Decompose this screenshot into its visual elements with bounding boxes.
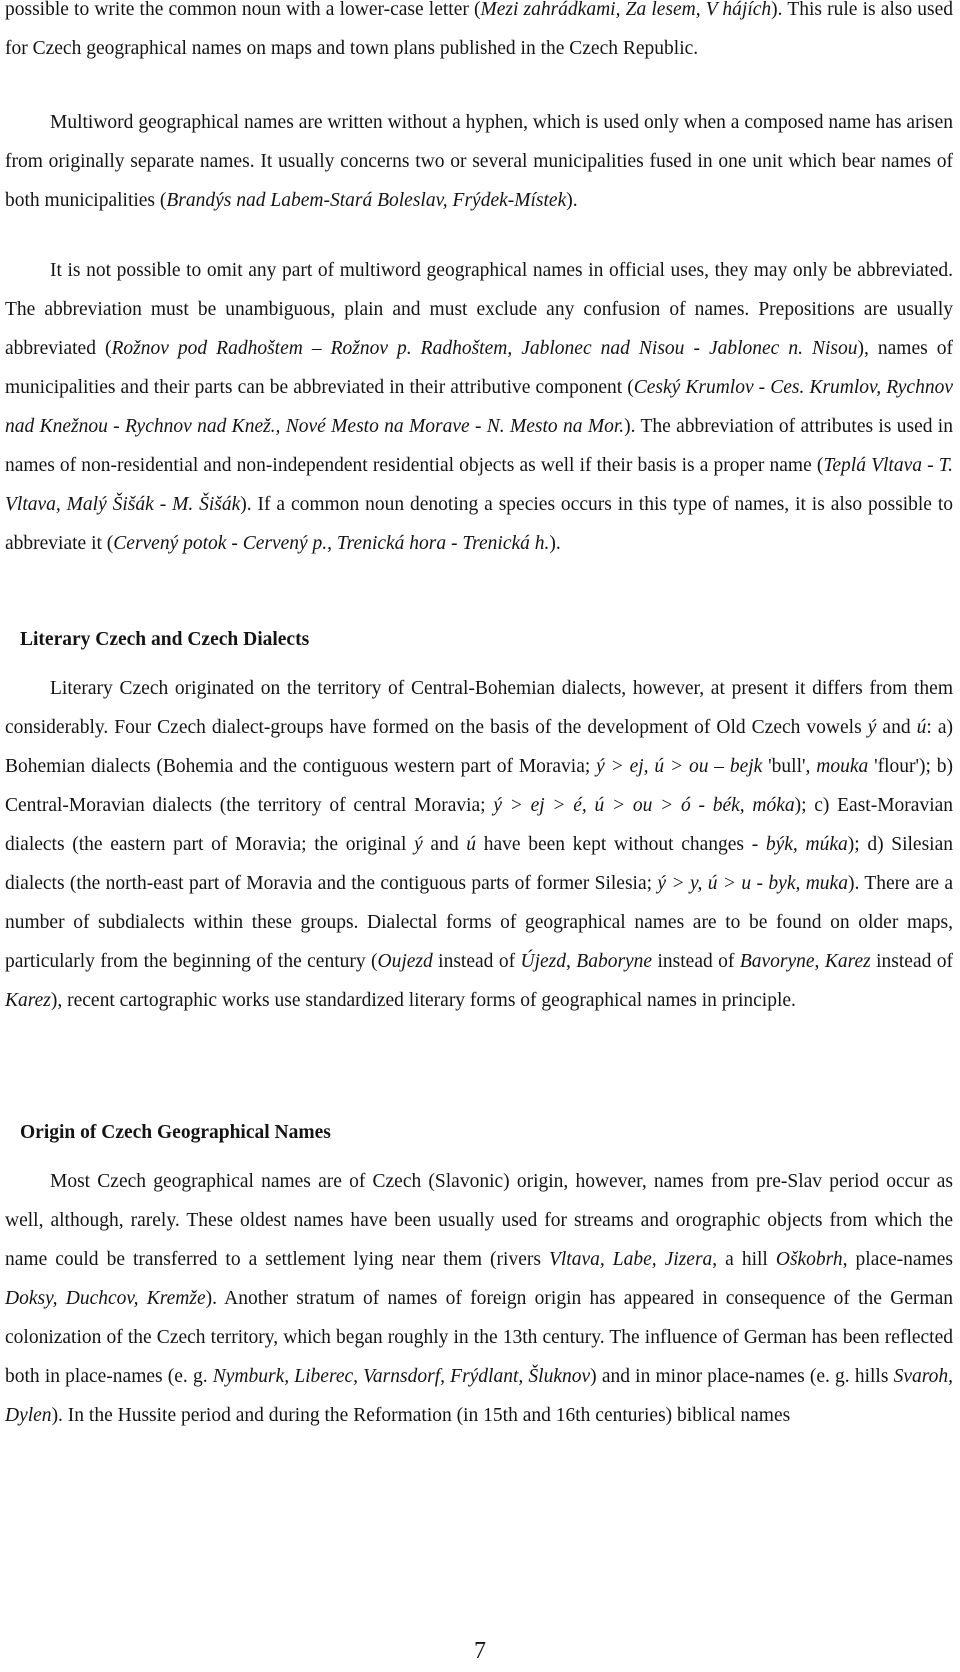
text-run: ). This rule is also used for Czech geographical names on maps and town plans published in the Czech Republic. (5, 0, 953, 59)
text-run: , (814, 951, 825, 972)
text-run: ) and in minor place-names (e. g. hills (590, 1366, 894, 1387)
italic-term: Doksy, Duchcov, Kremže (5, 1288, 206, 1309)
italic-term: Újezd (520, 951, 566, 972)
paragraph-text (5, 251, 953, 563)
section-heading-origin: Origin of Czech Geographical Names (20, 1122, 331, 1143)
text-run: ). (549, 533, 561, 554)
italic-term: Karez (824, 951, 871, 972)
text-run: , place-names (842, 1249, 953, 1270)
text-run: instead of (652, 951, 740, 972)
italic-term: Ceský Krumlov - Ces. Krumlov, Rychnov nad Knežnou - Rychnov nad Knež., Nové Mesto na Morave - N. Mesto na Mor. (5, 377, 953, 437)
text-run: ). (566, 190, 578, 211)
text-run: Most Czech geographical names are of Czech (Slavonic) origin, however, names from pre-Slav period occur as well, although, rarely. These oldest names have been usually used for streams and orographic objects from which the name could be transferred to a settlement lying near them (rivers (5, 1171, 953, 1270)
italic-term: Vltava, Labe, Jizera (548, 1249, 713, 1270)
text-run: and (876, 717, 917, 738)
italic-term: Nymburk, Liberec, Varnsdorf, Frýdlant, Šluknov (212, 1366, 591, 1387)
text-run: instead of (870, 951, 954, 972)
text-run: ). Another stratum of names of foreign origin has appeared in consequence of the German colonization of the Czech territory, which began roughly in the 13th century. The influence of German has been reflected both in place-names (e. g. (5, 1288, 953, 1387)
paragraph-multiword-names (5, 103, 953, 220)
paragraph-text (5, 1162, 953, 1435)
italic-term: Oujezd (377, 951, 433, 972)
italic-term: Karez (5, 990, 51, 1011)
text-run: It is not possible to omit any part of multiword geographical names in official uses, they may only be abbreviated. The abbreviation must be unambiguous, plain and must exclude any confusion of names. Prepositions are usually abbreviated ( (5, 260, 953, 359)
italic-term: Bavoryne (739, 951, 815, 972)
text-run: Multiword geographical names are written without a hyphen, which is used only when a composed name has arisen from originally separate names. It usually concerns two or several municipalities fused in one unit which bear names of both municipalities ( (5, 112, 953, 211)
text-run: have been kept without changes - (476, 834, 766, 855)
italic-term: Svaroh, Dylen (5, 1366, 953, 1426)
italic-term: ý (867, 717, 877, 738)
italic-term: Baboryne (576, 951, 653, 972)
text-run: ). If a common noun denoting a species occurs in this type of names, it is also possible to abbreviate it ( (5, 494, 953, 554)
text-run: ). In the Hussite period and during the Reformation (in 15th and 16th centuries) biblical names (51, 1405, 791, 1426)
italic-term: Mezi zahrádkami, Za lesem, V hájích (480, 0, 772, 20)
text-run: : a) Bohemian dialects (Bohemia and the contiguous western part of Moravia; (5, 717, 953, 777)
italic-term: mouka (816, 756, 869, 777)
text-run: 'flour'); b) Central-Moravian dialects (the territory of central Moravia; (5, 756, 953, 816)
text-run: ), names of municipalities and their parts can be abbreviated in their attributive component ( (5, 338, 953, 398)
text-run: ); d) Silesian dialects (the north-east part of Moravia and the contiguous parts of former Silesia; (5, 834, 954, 894)
section-heading-literary-czech: Literary Czech and Czech Dialects (20, 629, 310, 650)
italic-term: ú (466, 834, 477, 855)
paragraph-dialects (5, 669, 953, 1020)
italic-term: Cervený potok - Cervený p., Trenická hora - Trenická h. (113, 533, 550, 554)
italic-term: Teplá Vltava - T. Vltava, Malý Šišák - M. Šišák (5, 455, 953, 515)
paragraph-text (5, 669, 953, 1020)
italic-term: ú (916, 717, 927, 738)
text-run: possible to write the common noun with a lower-case letter ( (5, 0, 481, 20)
italic-term: Rožnov pod Radhoštem – Rožnov p. Radhoštem, Jablonec nad Nisou - Jablonec n. Nisou (111, 338, 858, 359)
italic-term: ý > y, ú > u - byk, muka (657, 873, 848, 894)
italic-term: ý > ej > é, ú > ou > ó - bék, móka (493, 795, 795, 816)
italic-term: Oškobrh (775, 1249, 843, 1270)
text-run: ); c) East-Moravian dialects (the eastern part of Moravia; the original (5, 795, 954, 855)
text-run: , (565, 951, 577, 972)
italic-term: ý (414, 834, 423, 855)
paragraph-lowercase-rule (5, 0, 953, 68)
text-run: , a hill (712, 1249, 776, 1270)
text-run: ), recent cartographic works use standardized literary forms of geographical names in principle. (50, 990, 796, 1011)
paragraph-abbreviation (5, 251, 953, 563)
italic-term: Brandýs nad Labem-Stará Boleslav, Frýdek-Místek (166, 190, 567, 211)
text-run: ). The abbreviation of attributes is used in names of non-residential and non-independent residential objects as well if their basis is a proper name ( (5, 416, 953, 476)
text-run: instead of (432, 951, 521, 972)
text-run: Literary Czech originated on the territory of Central-Bohemian dialects, however, at present it differs from them considerably. Four Czech dialect-groups have formed on the basis of the development of Old Czech vowels (5, 678, 953, 738)
text-run: and (422, 834, 467, 855)
italic-term: býk, múka (765, 834, 848, 855)
paragraph-text (5, 103, 953, 220)
page-number: 7 (474, 1638, 486, 1664)
text-run: 'bull', (762, 756, 817, 777)
paragraph-text (5, 0, 953, 68)
paragraph-origin (5, 1162, 953, 1435)
italic-term: ý > ej, ú > ou – bejk (596, 756, 763, 777)
text-run: ). There are a number of subdialects within these groups. Dialectal forms of geographical names are to be found on older maps, particularly from the beginning of the century ( (5, 873, 953, 972)
